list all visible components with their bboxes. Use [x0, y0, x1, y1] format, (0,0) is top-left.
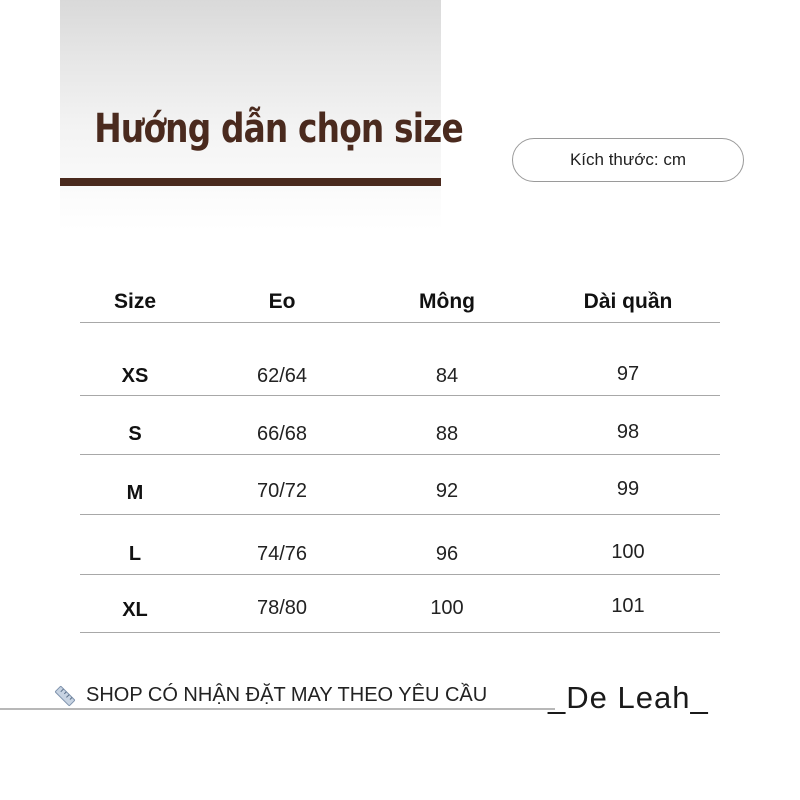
table-header	[80, 280, 720, 323]
eo-cell: 66/68	[256, 423, 308, 445]
eo-cell: 62/64	[256, 365, 308, 387]
dai-quan-cell: 98	[616, 421, 640, 443]
mong-cell: 92	[435, 480, 459, 502]
eo-cell: 78/80	[256, 597, 308, 619]
dai-quan-cell: 97	[616, 363, 640, 385]
custom-order-note: SHOP CÓ NHẬN ĐẶT MAY THEO YÊU CẦU	[86, 684, 488, 706]
size-cell: S	[128, 423, 142, 445]
footer-divider	[0, 708, 555, 710]
size-cell: M	[126, 482, 144, 504]
brand-signature: _De Leah_	[548, 680, 709, 715]
table-row	[80, 323, 720, 396]
table-row	[80, 396, 720, 455]
dai-quan-cell: 100	[611, 541, 645, 563]
table-row	[80, 455, 720, 515]
mong-cell: 96	[435, 543, 459, 565]
table-row	[80, 515, 720, 575]
dai-quan-cell: 99	[616, 478, 640, 500]
mong-cell: 100	[430, 597, 464, 619]
mong-cell: 88	[435, 423, 459, 445]
ruler-icon	[54, 685, 76, 707]
size-cell: XL	[122, 599, 148, 621]
mong-cell: 84	[435, 365, 459, 387]
eo-cell: 74/76	[256, 543, 308, 565]
size-table	[80, 280, 720, 633]
footer-note	[54, 684, 487, 707]
size-cell: XS	[121, 365, 149, 387]
size-cell: L	[128, 543, 142, 565]
page-title: Hướng dẫn chọn size	[94, 106, 463, 152]
column-header-eo: Eo	[268, 290, 296, 313]
title-block	[60, 0, 463, 230]
unit-label-pill	[512, 138, 744, 182]
unit-label: Kích thước: cm	[569, 150, 687, 169]
eo-cell: 70/72	[256, 480, 308, 502]
table-row	[80, 575, 720, 633]
title-underline-bar	[60, 178, 441, 186]
column-header-dai-quan: Dài quần	[583, 290, 673, 313]
column-header-mong: Mông	[419, 290, 475, 313]
column-header-size: Size	[113, 290, 157, 313]
dai-quan-cell: 101	[611, 595, 645, 617]
